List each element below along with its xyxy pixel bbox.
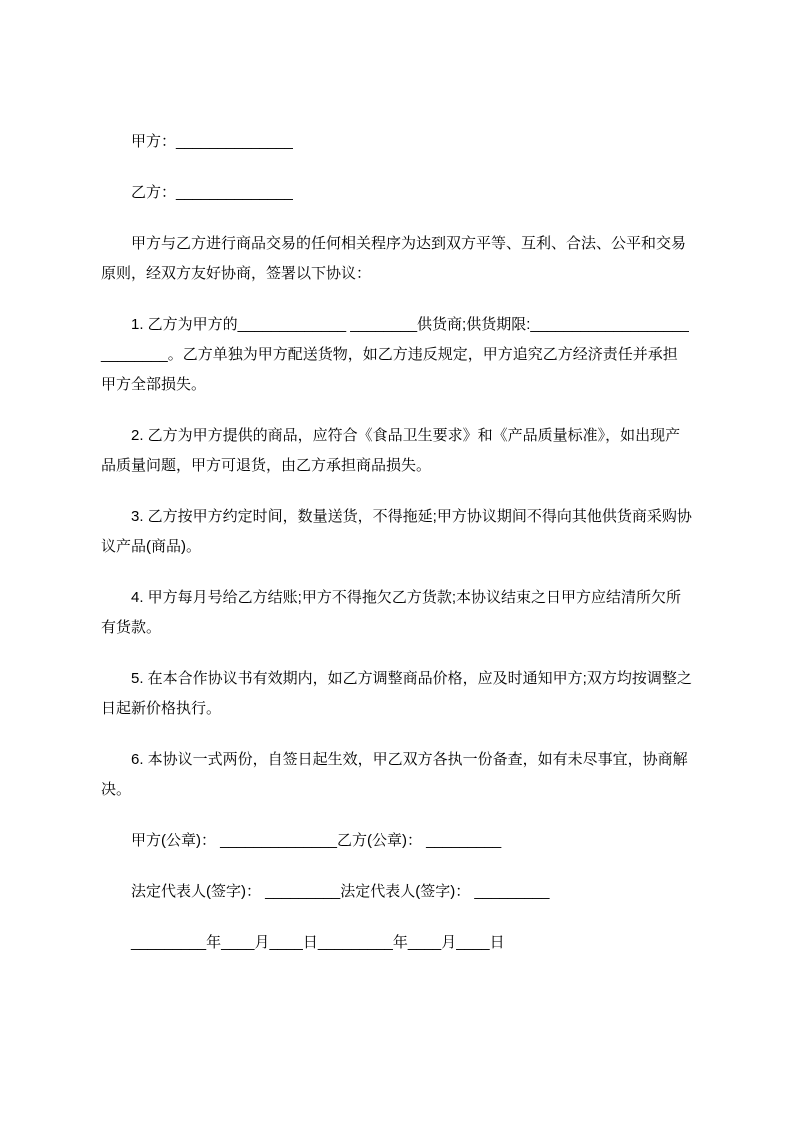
party-a-line: 甲方：______________ — [131, 133, 293, 150]
signature-seal-line: 甲方(公章)： ______________乙方(公章)： _________ — [131, 832, 502, 849]
clause-1: 1. 乙方为甲方的_____________ ________供货商;供货期限:___________________ ________。乙方单独为甲方配送货物，如乙方违反规定，甲方追究乙方经济责任并承担甲方全部损失。 — [101, 316, 694, 393]
party-b-line: 乙方：______________ — [131, 184, 293, 201]
clause-2: 2. 乙方为甲方提供的商品，应符合《食品卫生要求》和《产品质量标准》，如出现产品质量问题，甲方可退货，由乙方承担商品损失。 — [101, 427, 681, 474]
preamble-paragraph: 甲方与乙方进行商品交易的任何相关程序为达到双方平等、互利、合法、公平和交易原则，经双方友好协商，签署以下协议： — [101, 235, 687, 282]
signature-date-line: _________年____月____日_________年____月____日 — [131, 934, 505, 951]
clause-6: 6. 本协议一式两份，自签日起生效，甲乙双方各执一份备查，如有未尽事宜，协商解决。 — [101, 751, 688, 798]
clause-3: 3. 乙方按甲方约定时间，数量送货，不得拖延;甲方协议期间不得向其他供货商采购协议产品(商品)。 — [101, 508, 692, 555]
clause-4: 4. 甲方每月号给乙方结账;甲方不得拖欠乙方货款;本协议结束之日甲方应结清所欠所有货款。 — [101, 589, 682, 636]
signature-representative-line: 法定代表人(签字)： _________法定代表人(签字)： _________ — [131, 883, 550, 900]
clause-5: 5. 在本合作协议书有效期内，如乙方调整商品价格，应及时通知甲方;双方均按调整之日起新价格执行。 — [101, 670, 692, 717]
